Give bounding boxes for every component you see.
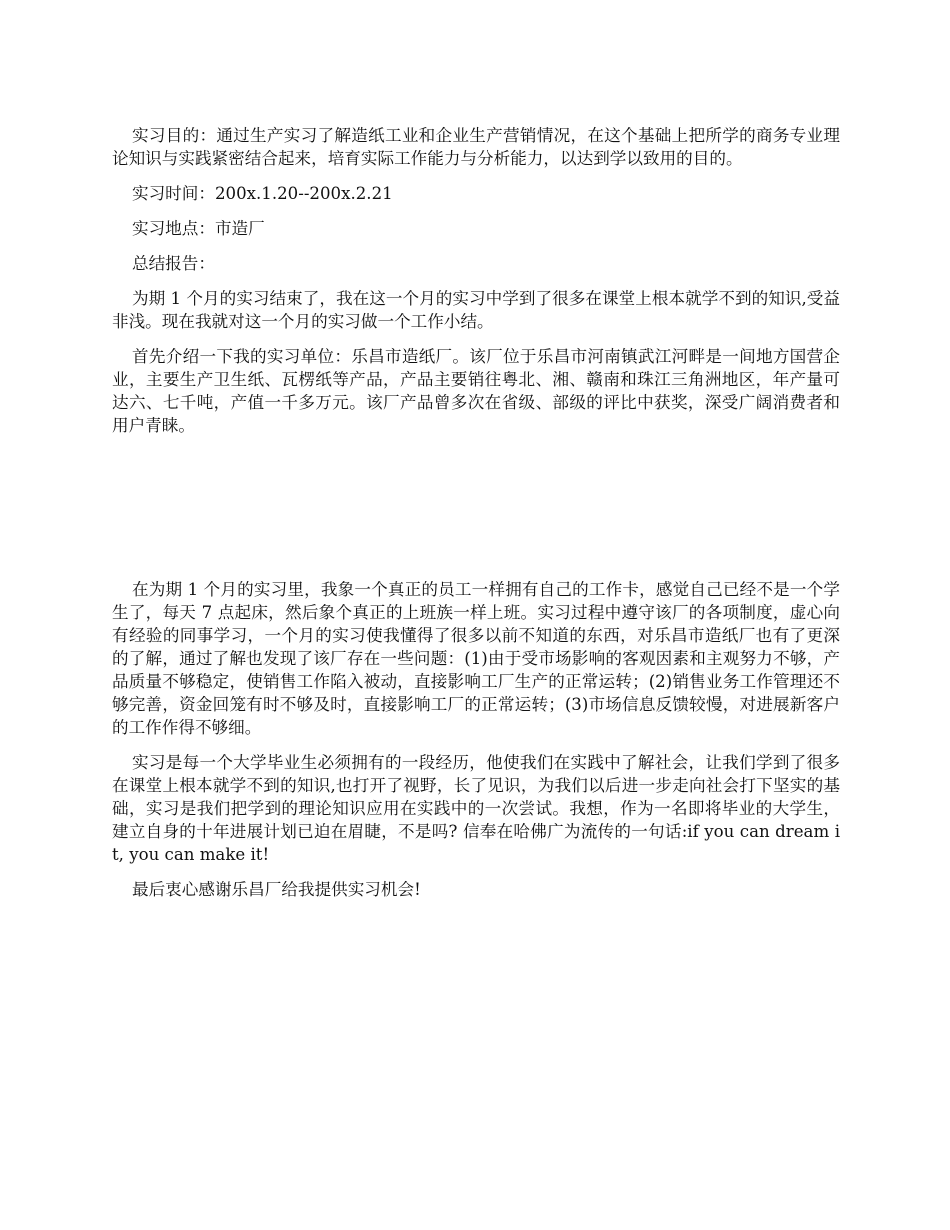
paragraph-reflection: 实习是每一个大学毕业生必须拥有的一段经历，他使我们在实践中了解社会，让我们学到了很多在课堂上根本就学不到的知识,也打开了视野，长了见识，为我们以后进一步走向社会打下坚实的基础，实习是我们把学到的理论知识应用在实践中的一次尝试。我想，作为一名即将毕业的大学生，建立自身的十年进展计划已迫在眉睫，不是吗? 信奉在哈佛广为流传的一句话:if you can dream it, you can make it! [112, 753, 840, 864]
document-section-bottom [112, 578, 840, 913]
document-section-top [112, 124, 840, 449]
paragraph-experience: 在为期 1 个月的实习里，我象一个真正的员工一样拥有自己的工作卡，感觉自己已经不是一个学生了，每天 7 点起床，然后象个真正的上班族一样上班。实习过程中遵守该厂的各项制度，虚心向有经验的同事学习，一个月的实习使我懂得了很多以前不知道的东西，对乐昌市造纸厂也有了更深的了解，通过了解也发现了该厂存在一些问题：(1)由于受市场影响的客观因素和主观努力不够，产品质量不够稳定，使销售工作陷入被动，直接影响工厂生产的正常运转；(2)销售业务工作管理还不够完善，资金回笼有时不够及时，直接影响工厂的正常运转；(3)市场信息反馈较慢，对进展新客户的工作作得不够细。 [112, 580, 840, 737]
paragraph-time: 实习时间：200x.1.20--200x.2.21 [132, 184, 393, 203]
paragraph-location: 实习地点：市造厂 [132, 219, 265, 238]
paragraph-thanks: 最后衷心感谢乐昌厂给我提供实习机会! [132, 880, 421, 899]
paragraph-purpose: 实习目的：通过生产实习了解造纸工业和企业生产营销情况，在这个基础上把所学的商务专业理论知识与实践紧密结合起来，培育实际工作能力与分析能力，以达到学以致用的目的。 [112, 126, 840, 168]
paragraph-intro: 为期 1 个月的实习结束了，我在这一个月的实习中学到了很多在课堂上根本就学不到的知识,受益非浅。现在我就对这一个月的实习做一个工作小结。 [112, 289, 840, 331]
paragraph-summary-heading: 总结报告： [132, 254, 215, 273]
paragraph-company: 首先介绍一下我的实习单位：乐昌市造纸厂。该厂位于乐昌市河南镇武江河畔是一间地方国营企业，主要生产卫生纸、瓦楞纸等产品，产品主要销往粤北、湘、赣南和珠江三角洲地区，年产量可达六、七千吨，产值一千多万元。该厂产品曾多次在省级、部级的评比中获奖，深受广阔消费者和用户青睐。 [112, 347, 840, 435]
